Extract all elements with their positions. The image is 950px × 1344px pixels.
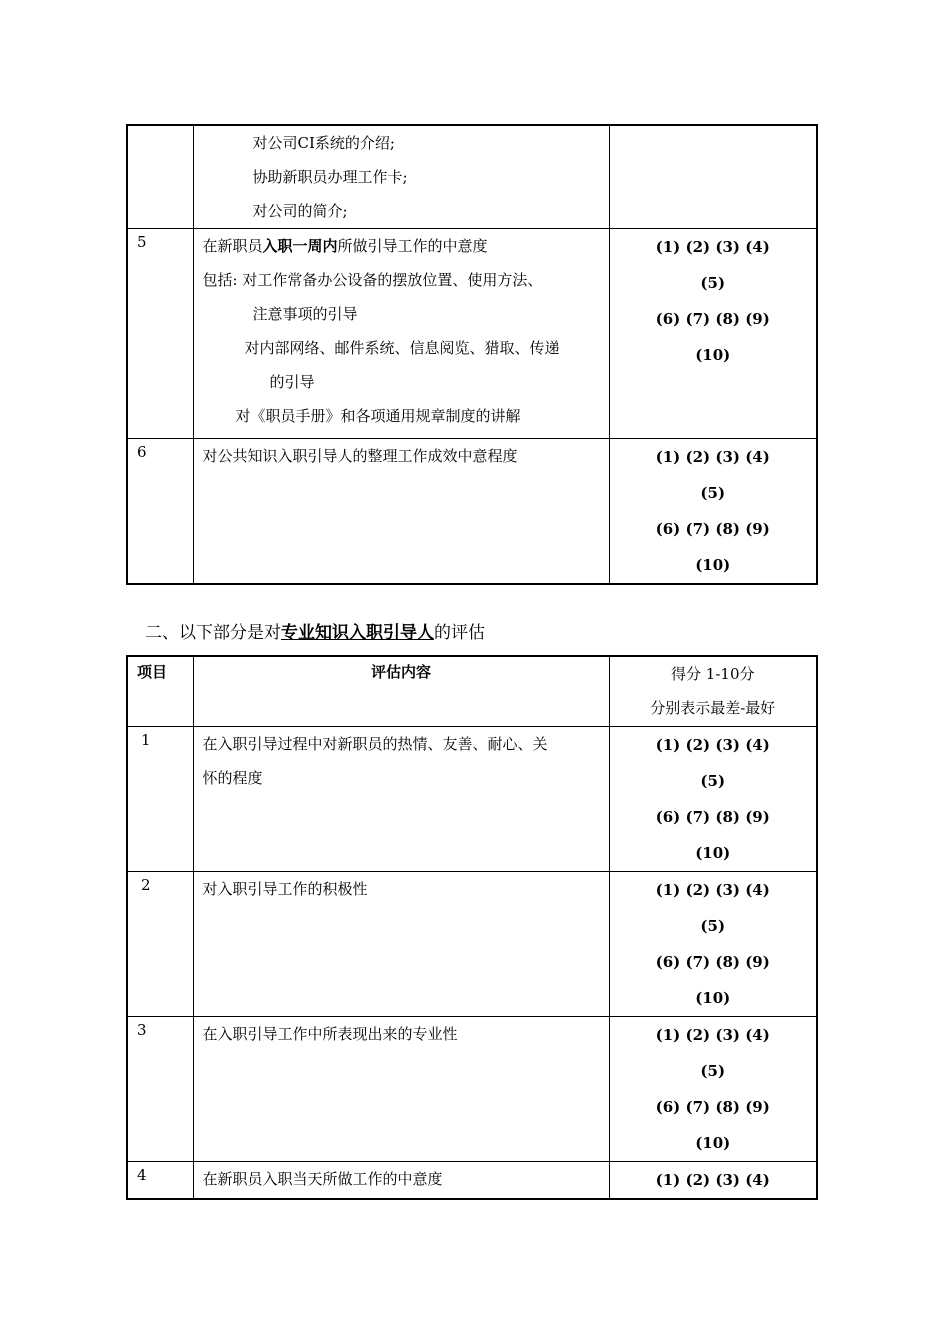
score-line: (5) [700, 1061, 726, 1080]
score-cell [609, 125, 817, 229]
item-number: 1 [127, 726, 193, 871]
score-line: (1) (2) (3) (4) [655, 880, 770, 899]
content-title: 对公共知识入职引导人的整理工作成效中意程度 [202, 447, 518, 465]
content-line: 对公司的简介; [252, 202, 348, 220]
score-line: (1) (2) (3) (4) [655, 238, 770, 256]
header-score [609, 656, 817, 726]
content-line: 在入职引导工作中所表现出来的专业性 [202, 1024, 458, 1043]
title-text: 所做引导工作的中意度 [337, 237, 488, 255]
score-line: (5) [700, 484, 726, 502]
item-number: 5 [127, 229, 193, 439]
content-cell [193, 871, 609, 1016]
header-item: 项目 [127, 656, 193, 726]
table-row [127, 1016, 817, 1161]
evaluation-table-professional [126, 655, 818, 1200]
item-number: 3 [127, 1016, 193, 1161]
content-line: 的引导 [269, 373, 315, 391]
item-number-cell [127, 125, 193, 229]
content-line: 对入职引导工作的积极性 [202, 879, 368, 898]
score-line: (6) (7) (8) (9) [655, 310, 770, 328]
table-row [127, 726, 817, 871]
score-line: (10) [695, 556, 731, 574]
score-line: (1) (2) (3) (4) [655, 448, 770, 466]
score-options[interactable] [609, 439, 817, 585]
score-line: (6) (7) (8) (9) [655, 952, 770, 971]
table-row [127, 871, 817, 1016]
heading-text: 二、以下部分是对 [145, 623, 281, 643]
table-row [127, 439, 817, 585]
content-line: 怀的程度 [202, 768, 263, 787]
score-line: (5) [700, 274, 726, 292]
table-header-row [127, 656, 817, 726]
content-cell [193, 1161, 609, 1199]
section-heading [145, 618, 485, 643]
score-options[interactable] [609, 726, 817, 871]
score-line: (1) (2) (3) (4) [655, 735, 770, 754]
score-line: (1) (2) (3) (4) [655, 1025, 770, 1044]
title-emphasis: 入职一周内 [262, 237, 338, 255]
evaluation-table-general [126, 124, 818, 585]
content-title [203, 229, 601, 263]
header-score-line: 分别表示最差-最好 [650, 699, 776, 717]
score-line: (1) (2) (3) (4) [655, 1170, 770, 1189]
score-options[interactable] [609, 1016, 817, 1161]
heading-text: 的评估 [434, 623, 485, 643]
score-line: (10) [695, 843, 731, 862]
content-line: 对《职员手册》和各项通用规章制度的讲解 [235, 407, 521, 425]
score-options[interactable] [609, 871, 817, 1016]
content-cell [193, 726, 609, 871]
item-number: 2 [127, 871, 193, 1016]
table-row [127, 229, 817, 439]
score-line: (10) [695, 346, 731, 364]
title-text: 在新职员 [202, 237, 263, 255]
heading-emphasis: 专业知识入职引导人 [281, 623, 434, 643]
score-line: (10) [695, 988, 731, 1007]
score-line: (5) [700, 771, 726, 790]
item-number: 6 [127, 439, 193, 585]
score-line: (6) (7) (8) (9) [655, 520, 770, 538]
content-line: 在入职引导过程中对新职员的热情、友善、耐心、关 [202, 734, 548, 753]
content-cell [193, 439, 609, 585]
content-line: 包括: 对工作常备办公设备的摆放位置、使用方法、 [202, 271, 543, 289]
content-line: 在新职员入职当天所做工作的中意度 [202, 1169, 443, 1188]
score-options[interactable] [609, 1161, 817, 1199]
table-row [127, 125, 817, 229]
content-cell [193, 229, 609, 439]
item-number: 4 [127, 1161, 193, 1199]
content-line: 注意事项的引导 [252, 305, 358, 323]
content-cell [193, 125, 609, 229]
header-score-line: 得分 1-10分 [671, 665, 755, 683]
content-cell [193, 1016, 609, 1161]
content-line: 对公司CI系统的介绍; [252, 134, 395, 152]
score-line: (5) [700, 916, 726, 935]
score-line: (10) [695, 1133, 731, 1152]
score-line: (6) (7) (8) (9) [655, 807, 770, 826]
table-row [127, 1161, 817, 1199]
score-line: (6) (7) (8) (9) [655, 1097, 770, 1116]
header-content: 评估内容 [193, 656, 609, 726]
content-line: 协助新职员办理工作卡; [252, 168, 408, 186]
content-line: 对内部网络、邮件系统、信息阅览、猎取、传递 [244, 339, 560, 357]
score-options[interactable] [609, 229, 817, 439]
